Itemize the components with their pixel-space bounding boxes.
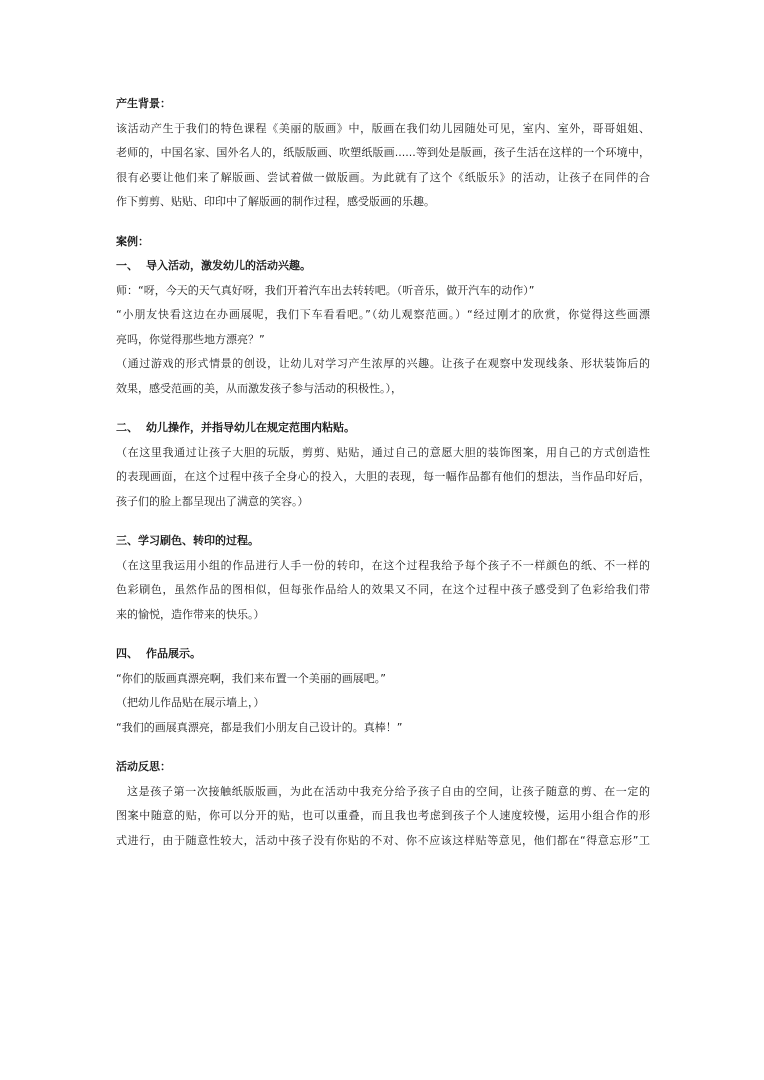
- section-line: 效果，感受范画的美，从而激发孩子参与活动的积极性。），: [116, 381, 402, 395]
- section-line: “小朋友快看这边在办画展呢，我们下车看看吧。”（幼儿观察范画。）“经过刚才的欣赏，你觉得这些画漂: [116, 308, 650, 321]
- section-line: 的表现画面，在这个过程中孩子全身心的投入，大胆的表现，每一幅作品都有他们的想法，当作品印好后，: [116, 470, 650, 483]
- section-number: 一、: [116, 259, 138, 272]
- section-line: （在这里我通过让孩子大胆的玩版，剪剪、贴贴，通过自己的意愿大胆的装饰图案，用自己的方式创造性: [116, 445, 650, 459]
- background-line: 该活动产生于我们的特色课程《美丽的版画》中，版画在我们幼儿园随处可见，室内、室外，哥哥姐姐、: [116, 121, 650, 135]
- reflection-line: 这是孩子第一次接触纸版版画，为此在活动中我充分给予孩子自由的空间，让孩子随意的剪、在一定的: [127, 784, 650, 798]
- section-number: 四、: [116, 647, 138, 660]
- section-heading: [116, 254, 650, 279]
- section-title: 作品展示。: [146, 647, 201, 660]
- section-line: “我们的画展真漂亮，都是我们小朋友自己设计的。真棒！”: [116, 720, 403, 734]
- background-heading: 产生背景：: [116, 97, 171, 110]
- section-heading: [116, 529, 650, 554]
- section-heading: [116, 416, 650, 441]
- reflection-line: 图案中随意的贴，你可以分开的贴，也可以重叠，而且我也考虑到孩子个人速度较慢，运用小组合作的形: [116, 809, 650, 822]
- section-line: 色彩刷色，虽然作品的图相似，但每张作品给人的效果又不同，在这个过程中孩子感受到了色彩给我们带: [116, 583, 650, 596]
- section-line: 孩子们的脸上都呈现出了满意的笑容。）: [116, 494, 309, 508]
- section-line: （在这里我运用小组的作品进行人手一份的转印，在这个过程我给予每个孩子不一样颜色的纸、不一样的: [116, 558, 650, 572]
- section-number: 二、: [116, 421, 138, 434]
- section-line: “你们的版画真漂亮啊，我们来布置一个美丽的画展吧。”: [116, 671, 386, 685]
- background-line: 很有必要让他们来了解版画、尝试着做一做版画。为此就有了这个《纸版乐》的活动，让孩子在同伴的合: [116, 170, 650, 184]
- section-title: 导入活动，激发幼儿的活动兴趣。: [146, 259, 311, 272]
- reflection-line: 式进行，由于随意性较大，活动中孩子没有你贴的不对、你不应该这样贴等意见，他们都在“得意忘形”工: [116, 833, 650, 847]
- section-title: 三、学习刷色、转印的过程。: [116, 534, 259, 547]
- section-heading: [116, 642, 650, 667]
- section-line: 来的愉悦，造作带来的快乐。）: [116, 607, 265, 621]
- section-line: 师：“呀，今天的天气真好呀，我们开着汽车出去转转吧。（听音乐，做开汽车的动作）”: [116, 283, 535, 297]
- reflection-heading: 活动反思：: [116, 760, 171, 773]
- section-title: 幼儿操作，并指导幼儿在规定范围内粘贴。: [146, 421, 355, 434]
- background-line: 作下剪剪、贴贴、印印中了解版画的制作过程，感受版画的乐趣。: [116, 195, 435, 208]
- background-line: 老师的，中国名家、国外名人的，纸版版画、吹塑纸版画......等到处是版画，孩子生活在这样的一个环境中，: [116, 146, 650, 159]
- section-line: 亮吗，你觉得那些地方漂亮？”: [116, 332, 265, 346]
- section-line: （通过游戏的形式情景的创设，让幼儿对学习产生浓厚的兴趣。让孩子在观察中发现线条、形状装饰后的: [116, 357, 650, 370]
- section-line: （把幼儿作品贴在展示墙上，）: [116, 696, 265, 709]
- case-heading: 案例：: [116, 234, 149, 248]
- document-page: [116, 92, 650, 853]
